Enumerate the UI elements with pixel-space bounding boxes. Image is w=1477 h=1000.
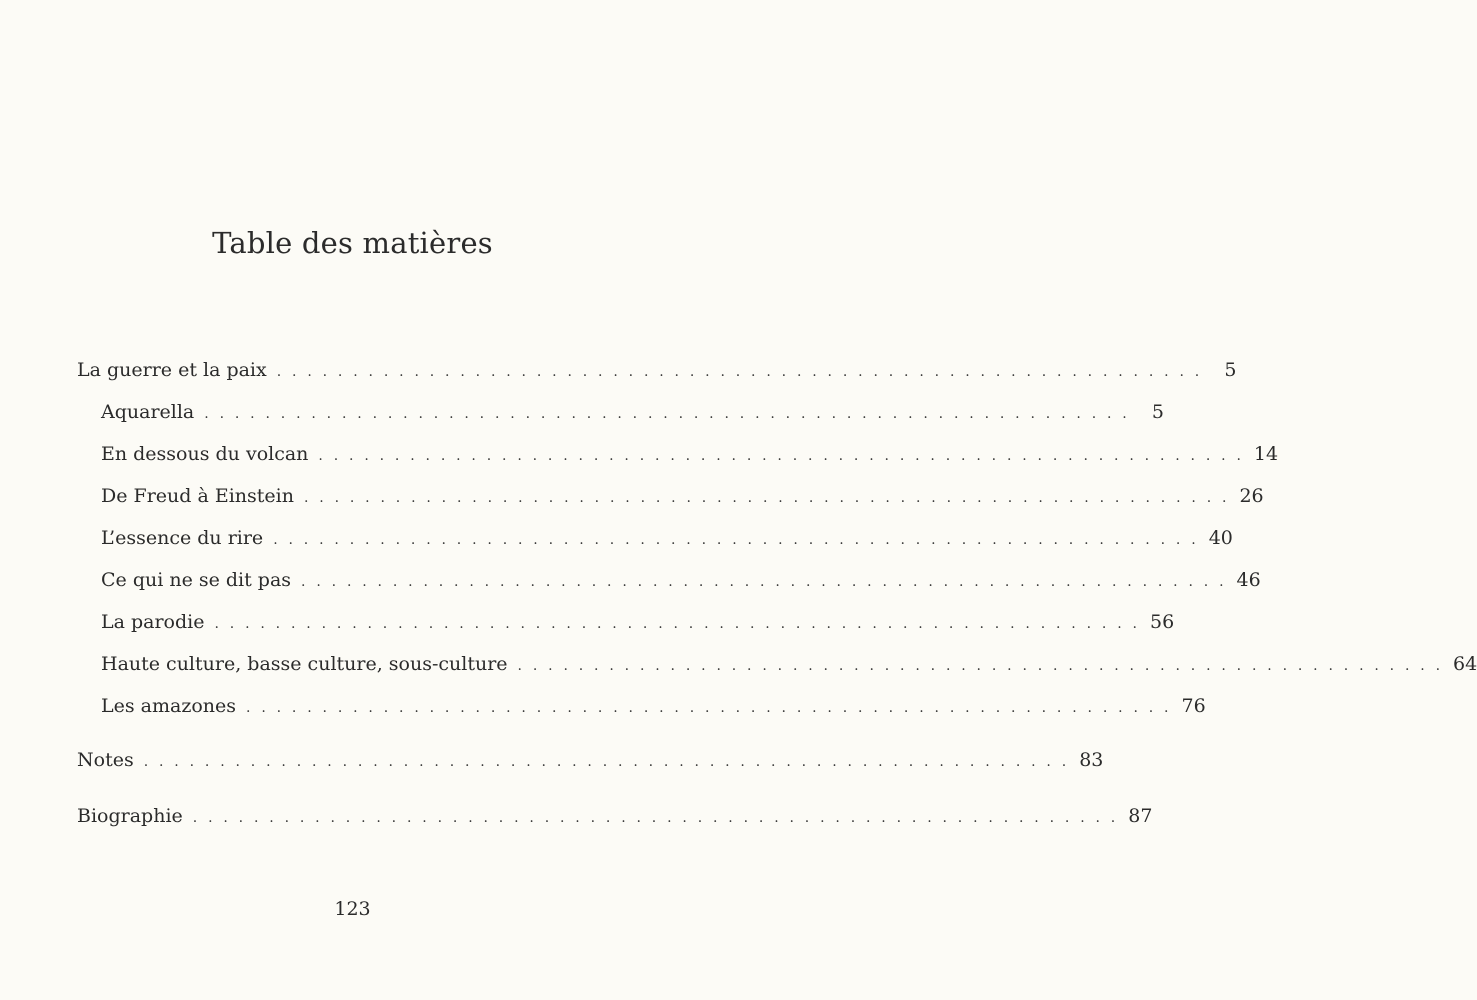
toc-entry-page: 56	[1149, 611, 1175, 633]
toc-entry-les-amazones[interactable]	[101, 692, 1206, 720]
toc-entry-label: Biographie	[77, 805, 183, 827]
dot-leader: . . . . . . . . . . . . . . . . . . . . . . . . . . . . . . . . . . . . . . . . . . . . . . . . . . . . . . . . . . . . .	[517, 658, 1444, 674]
dot-leader: . . . . . . . . . . . . . . . . . . . . . . . . . . . . . . . . . . . . . . . . . . . . . . . . . . . . . . . . . . . . .	[276, 364, 1203, 380]
dot-leader: . . . . . . . . . . . . . . . . . . . . . . . . . . . . . . . . . . . . . . . . . . . . . . . . . . . . . . . . . . . . .	[192, 810, 1119, 826]
dot-leader: . . . . . . . . . . . . . . . . . . . . . . . . . . . . . . . . . . . . . . . . . . . . . . . . . . . . . . . . . . . . .	[214, 616, 1141, 632]
toc-entry-label: De Freud à Einstein	[101, 485, 294, 507]
toc-entry-page: 26	[1239, 485, 1264, 507]
toc-entry-biographie[interactable]	[77, 802, 1153, 830]
dot-leader: . . . . . . . . . . . . . . . . . . . . . . . . . . . . . . . . . . . . . . . . . . . . . . . . . . . . . . . . . . . . .	[143, 754, 1070, 770]
toc-entry-label: Notes	[77, 749, 134, 771]
toc-entry-page: 40	[1208, 527, 1233, 549]
toc-entry-notes[interactable]	[77, 746, 1104, 774]
toc-entry-page: 5	[1224, 359, 1237, 381]
toc-entry-page: 5	[1151, 401, 1164, 423]
toc-entry-page: 87	[1128, 805, 1153, 827]
toc-entry-label: En dessous du volcan	[101, 443, 309, 465]
toc-entry-label: Haute culture, basse culture, sous-culture	[101, 653, 508, 675]
toc-entry-page: 64	[1453, 653, 1477, 675]
dot-leader: . . . . . . . . . . . . . . . . . . . . . . . . . . . . . . . . . . . . . . . . . . . . . . . . . . . . . . . . . . . . .	[273, 532, 1199, 548]
toc-entry-label: Aquarella	[101, 401, 195, 423]
dot-leader: . . . . . . . . . . . . . . . . . . . . . . . . . . . . . . . . . . . . . . . . . . . . . . . . . . . . . . . . . . . . .	[301, 574, 1227, 590]
toc-entry-page: 83	[1079, 749, 1104, 771]
dot-leader: . . . . . . . . . . . . . . . . . . . . . . . . . . . . . . . . . . . . . . . . . . . . . . . . . . . . . . . . . . . . .	[303, 490, 1230, 506]
toc-entry-page: 46	[1236, 569, 1261, 591]
page-title: Table des matières	[212, 226, 493, 260]
toc-entry-ce-qui-ne-se-dit-pas[interactable]	[101, 566, 1261, 594]
toc-entry-label: La guerre et la paix	[77, 359, 267, 381]
toc-entry-l-essence-du-rire[interactable]	[101, 524, 1233, 552]
page-number: 123	[334, 898, 371, 920]
toc-entry-en-dessous-du-volcan[interactable]	[101, 440, 1279, 468]
toc-entry-label: La parodie	[101, 611, 205, 633]
toc-entry-label: Ce qui ne se dit pas	[101, 569, 292, 591]
toc-entry-haute-culture[interactable]	[101, 650, 1477, 678]
toc-entry-aquarella[interactable]	[101, 398, 1164, 426]
toc-entry-la-parodie[interactable]	[101, 608, 1175, 636]
dot-leader: . . . . . . . . . . . . . . . . . . . . . . . . . . . . . . . . . . . . . . . . . . . . . . . . . . . . . . . . . . . . .	[246, 700, 1172, 716]
toc-entry-la-guerre-et-la-paix[interactable]	[77, 356, 1237, 384]
toc-entry-page: 76	[1181, 695, 1206, 717]
toc-entry-de-freud-a-einstein[interactable]	[101, 482, 1264, 510]
dot-leader: . . . . . . . . . . . . . . . . . . . . . . . . . . . . . . . . . . . . . . . . . . . . . . . . . . . . . . . . . . . . .	[204, 406, 1130, 422]
toc-entry-page: 14	[1253, 443, 1279, 465]
toc-entry-label: L’essence du rire	[101, 527, 264, 549]
dot-leader: . . . . . . . . . . . . . . . . . . . . . . . . . . . . . . . . . . . . . . . . . . . . . . . . . . . . . . . . . . . . .	[318, 448, 1245, 464]
toc-entry-label: Les amazones	[101, 695, 237, 717]
